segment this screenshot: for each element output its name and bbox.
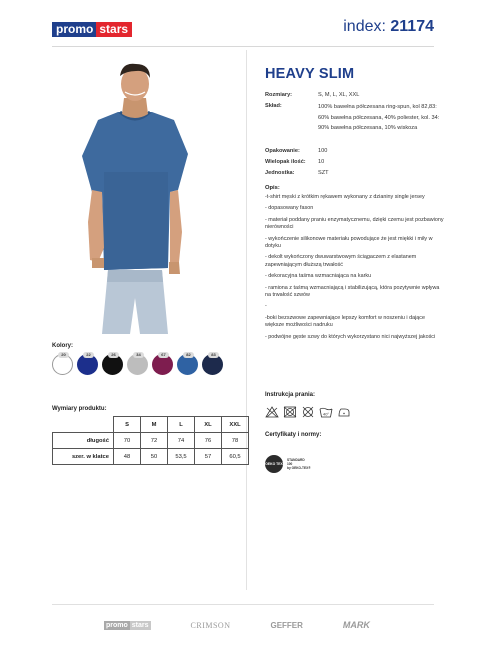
wash-40-icon: [319, 406, 333, 418]
promostars-logo: [52, 22, 132, 37]
oeko-tex-badge: OEKO TEX: [265, 455, 283, 473]
spec-sklad: [265, 102, 447, 142]
spec-value: 10: [318, 159, 325, 165]
color-code: 82: [183, 352, 194, 358]
color-code: 26: [108, 352, 119, 358]
colors-heading: Kolory:: [52, 343, 73, 349]
spec-key: Jednostka:: [265, 170, 295, 176]
color-code: 67: [158, 352, 169, 358]
spec-value: S, M, L, XL, XXL: [318, 92, 360, 98]
footer-logo-part1: promo: [106, 621, 128, 629]
color-swatch[interactable]: [52, 354, 73, 375]
description-line: -t-shirt męski z krótkim rękawem wykonany z dzianiny single jersey: [265, 194, 425, 200]
cert-line: STANDARD: [287, 457, 305, 462]
spec-key: Rozmiary:: [265, 92, 293, 98]
color-swatch[interactable]: [102, 354, 123, 375]
footer-logo-mark: MARK: [342, 620, 370, 630]
color-swatch[interactable]: [177, 354, 198, 375]
size-header-row: [53, 417, 249, 433]
row-label: długość: [53, 433, 114, 449]
table-cell: 74: [168, 433, 195, 449]
table-row: [53, 449, 249, 465]
description-line: - materiał poddany praniu enzymatycznemu, dzięki czemu jest pozbawiony nierówności: [265, 216, 444, 231]
description: [265, 194, 445, 345]
spec-value: 100% bawełna półczesana ring-spun, kol 82,83: 60% bawełna półczesana, 40% poliester, kol. 34: 90% bawełna półczesana, 10% wiskoza: [318, 104, 440, 131]
description-line: - wykończenie silikonowe materiału powodujące że jest miękki i miły w dotyku: [265, 235, 433, 250]
no-bleach-icon: [265, 406, 279, 418]
row-label: szer. w klatce: [53, 449, 114, 465]
color-swatch[interactable]: [152, 354, 173, 375]
product-index: [343, 18, 434, 36]
size-header: M: [141, 417, 168, 433]
spec-rozmiary: [265, 91, 447, 100]
footer-logo-part2: stars: [131, 621, 149, 629]
care-icons: [265, 406, 351, 418]
spec-wielopak: [265, 158, 447, 167]
color-code: 34: [133, 352, 144, 358]
color-swatch[interactable]: [77, 354, 98, 375]
product-photo: [70, 62, 200, 334]
table-cell: 57: [195, 449, 222, 465]
cert-heading: Certyfikaty i normy:: [265, 432, 322, 438]
cert-line: by OEKO-TEX®: [287, 466, 311, 471]
column-divider: [246, 50, 247, 590]
cert-text: [287, 458, 311, 471]
spec-value: SZT: [318, 170, 329, 176]
spec-key: Wielopak ilość:: [265, 159, 306, 165]
footer-brands: [104, 620, 370, 630]
description-line: -: [265, 303, 267, 310]
spec-opakowanie: [265, 147, 447, 156]
iron-icon: [337, 406, 351, 418]
table-cell: 78: [222, 433, 249, 449]
table-cell: 76: [195, 433, 222, 449]
table-cell: 60,5: [222, 449, 249, 465]
color-swatch[interactable]: [202, 354, 223, 375]
table-cell: 53,5: [168, 449, 195, 465]
spec-key: Opakowanie:: [265, 148, 300, 154]
table-cell: 70: [114, 433, 141, 449]
spec-key: Skład:: [265, 103, 282, 109]
no-tumble-dry-icon: [283, 406, 297, 418]
index-value: 21174: [390, 18, 434, 35]
color-code: 20: [58, 352, 69, 358]
size-table: [52, 416, 249, 465]
description-line: - dopasowany fason: [265, 205, 314, 212]
footer-logo-crimson: CRIMSON: [190, 620, 231, 630]
logo-part2: stars: [96, 22, 132, 37]
color-swatch[interactable]: [127, 354, 148, 375]
care-heading: Instrukcja prania:: [265, 392, 316, 398]
header-divider: [52, 46, 434, 47]
table-corner: [53, 417, 114, 433]
product-title: HEAVY SLIM: [265, 66, 355, 82]
color-code: 22: [83, 352, 94, 358]
size-table-heading: Wymiary produktu:: [52, 406, 107, 412]
logo-part1: promo: [52, 22, 96, 37]
oeko-tex-certificate: [265, 455, 311, 473]
table-cell: 48: [114, 449, 141, 465]
footer-divider: [52, 604, 434, 605]
description-heading: Opis:: [265, 185, 280, 191]
size-header: L: [168, 417, 195, 433]
footer-logo-promostars: [104, 621, 151, 630]
description-line: - dekoracyjna taśma wzmacniająca na karku: [265, 273, 372, 280]
description-line: - dekolt wykończony dwuwarstwowym ściągaczem z elastanem zapewniającym dłuższą trwałość: [265, 254, 417, 268]
footer-logo-geffer: GEFFER: [270, 620, 303, 630]
color-code: 83: [208, 352, 219, 358]
table-row: [53, 433, 249, 449]
size-header: S: [114, 417, 141, 433]
wash-temp: 40°: [322, 411, 330, 417]
spec-jednostka: [265, 169, 447, 178]
size-header: XXL: [222, 417, 249, 433]
index-label: index:: [343, 18, 386, 35]
no-dry-clean-icon: [301, 406, 315, 418]
description-line: - podwójne gęste szwy do których wykorzystano nici najwyższej jakości: [265, 333, 436, 340]
description-line: - ramiona z taśmą wzmacniającą i stabilizującą, która pozytywnie wpływa na trwałość szwów: [265, 284, 440, 299]
cert-line: 100: [287, 461, 293, 466]
table-cell: 72: [141, 433, 168, 449]
table-cell: 50: [141, 449, 168, 465]
size-header: XL: [195, 417, 222, 433]
spec-value: 100: [318, 148, 328, 154]
color-swatches: [52, 354, 223, 375]
description-line: -boki bezszwowe zapewniające lepszy komfort w noszeniu i dające większe możliwości nadruku: [265, 314, 426, 329]
